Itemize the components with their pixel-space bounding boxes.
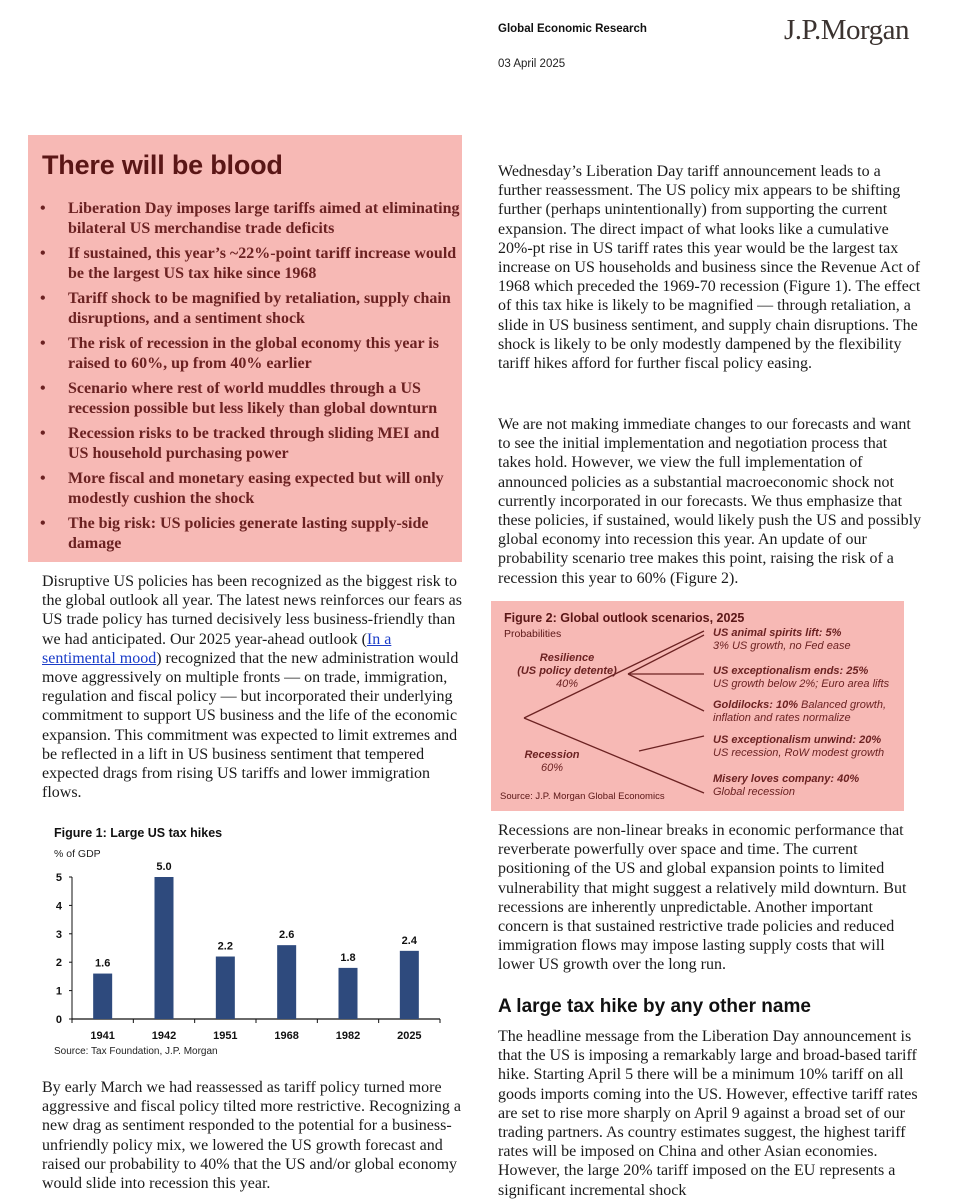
summary-bullet: • Scenario where rest of world muddles through a US recession possible but less likely than global downturn (40, 380, 438, 417)
x-tick-label-1942: 1942 (151, 1030, 177, 1042)
y-tick-label: 2 (55, 957, 62, 970)
summary-bullet: • The big risk: US policies generate lasting supply-side damage (40, 515, 429, 552)
branch-resilience: Resilience (US policy detente) 40% (517, 652, 617, 690)
outcome-animal-spirits: US animal spirits lift: 5% 3% US growth, no Fed ease (713, 627, 851, 652)
x-tick-label-1968: 1968 (274, 1030, 299, 1042)
body-paragraph-recessions-nonlinear: Recessions are non-linear breaks in economic performance that reverberate powerfully over space and time. The current positioning of the US and global expansion points to limited vulnerability that might suggest a relatively mild downturn. But recessions are inherently unpredictable. Another important concern is that sustained restrictive trade policies and reduced immigration flows may impose lasting supply costs that will lower US growth over the long run. (498, 822, 907, 974)
figure1-title: Figure 1: Large US tax hikes (54, 826, 223, 840)
figure2-subtitle: Probabilities (504, 628, 562, 640)
body-paragraph-headline-message: The headline message from the Liberation Day announcement is that the US is imposing a remarkably large and broad-based tariff hike. Starting April 5 there will be a minimum 10% tariff on all goods imports coming into the US. However, effective tariff rates are set to rise more sharply on April 9 against a broad set of our trading partners. As country estimates suggest, the highest tariff rates will be imposed on China and other Asian economies. However, the large 20% tariff imposed on the EU represents a significant incremental shock (498, 1028, 918, 1199)
y-tick-label: 3 (55, 928, 62, 941)
department-label: Global Economic Research (498, 23, 647, 35)
section-heading-tax-hike: A large tax hike by any other name (498, 996, 811, 1017)
x-tick-label-1982: 1982 (335, 1030, 361, 1042)
bullet-icon: • (40, 245, 46, 262)
body-paragraph-early-march: By early March we had reassessed as tariff policy turned more aggressive and fiscal policy tilted more restrictive. Recognizing a new drag as sentiment responded to the potential for a business-unfriendly policy mix, we lowered the US growth forecast and raised our probability to 40% that the US and/or global economy would slide into recession this year. (42, 1079, 461, 1193)
data-label-1968: 2.6 (279, 929, 295, 942)
x-tick-label-2025: 2025 (397, 1030, 422, 1042)
jpmorgan-logo: J.P.Morgan (784, 14, 909, 46)
bullet-icon: • (40, 425, 46, 442)
tree-edge-resilience-goldilocks (628, 674, 704, 711)
summary-bullet-list (38, 199, 460, 559)
bar-1951 (216, 957, 235, 1019)
data-label-1982: 1.8 (340, 951, 356, 964)
outcome-misery-loves-company: Misery loves company: 40% Global recession (713, 773, 860, 798)
report-date: 03 April 2025 (498, 58, 566, 70)
bullet-icon: • (40, 200, 46, 217)
x-tick-label-1941: 1941 (90, 1030, 115, 1042)
summary-bullet: • Tariff shock to be magnified by retaliation, supply chain disruptions, and a sentiment shock (40, 290, 451, 327)
outcome-exceptionalism-ends: US exceptionalism ends: 25% US growth below 2%; Euro area lifts (713, 665, 890, 690)
bullet-icon: • (40, 335, 46, 352)
tree-edge-resilience-spirits (628, 635, 704, 674)
summary-bullet: • More fiscal and monetary easing expected but will only modestly cushion the shock (40, 470, 444, 507)
bullet-icon: • (40, 470, 46, 487)
bar-1941 (93, 974, 112, 1019)
bullet-icon: • (40, 380, 46, 397)
body-paragraph-liberation-day: Wednesday’s Liberation Day tariff announcement leads to a further reassessment. The US policy mix appears to be shifting further (perhaps unintentionally) from supporting the current expansion. The direct impact of what looks like a cumulative 20%-pt rise in US tariff rates this year would be the largest tax increase on US households and business since the Revenue Act of 1968 which preceded the 1969-70 recession (Figure 1). The effect of this tax hike is likely to be magnified — through retaliation, a slide in US business sentiment, and supply chain disruptions. The shock is likely to be only modestly dampened by the flexibility tariff hikes afford for further fiscal policy easing. (498, 163, 921, 373)
summary-bullet: • The risk of recession in the global economy this year is raised to 60%, up from 40% earlier (40, 335, 439, 372)
figure1-source: Source: Tax Foundation, J.P. Morgan (54, 1046, 218, 1057)
y-tick-label: 0 (55, 1014, 62, 1026)
bullet-icon: • (40, 290, 46, 307)
x-tick-label-1951: 1951 (213, 1030, 238, 1042)
bar-2025 (400, 951, 419, 1019)
summary-title: There will be blood (42, 150, 283, 180)
figure2-title: Figure 2: Global outlook scenarios, 2025 (504, 611, 745, 625)
data-label-1941: 1.6 (95, 957, 111, 970)
summary-bullet: • Liberation Day imposes large tariffs aimed at eliminating bilateral US merchandise trade deficits (40, 200, 460, 237)
figure1-bar-chart (30, 860, 450, 1050)
data-label-1951: 2.2 (217, 940, 233, 953)
tree-edge-recession-unwind (639, 736, 704, 751)
y-tick-label: 4 (55, 900, 62, 913)
figure1-y-unit: % of GDP (54, 848, 101, 860)
outcome-exceptionalism-unwind: US exceptionalism unwind: 20% US recession, RoW modest growth (713, 734, 885, 759)
bar-1968 (277, 945, 296, 1019)
data-label-1942: 5.0 (156, 861, 172, 873)
summary-bullet: • If sustained, this year’s ~22%-point tariff increase would be the largest US tax hike since 1968 (40, 245, 457, 282)
bullet-icon: • (40, 515, 46, 532)
y-tick-label: 1 (55, 985, 62, 998)
data-label-2025: 2.4 (401, 934, 417, 947)
bar-1942 (155, 877, 174, 1019)
figure2-source: Source: J.P. Morgan Global Economics (500, 791, 665, 802)
outcome-goldilocks: Goldilocks: 10% Balanced growth, inflation and rates normalize (713, 699, 887, 724)
summary-bullet: • Recession risks to be tracked through sliding MEI and US household purchasing power (40, 425, 440, 462)
bar-1982 (339, 968, 358, 1019)
y-tick-label: 5 (55, 872, 62, 884)
branch-recession: Recession 60% (524, 749, 580, 774)
body-paragraph-disruptive-policies: Disruptive US policies has been recognized as the biggest risk to the global outlook all year. The latest news reinforces our fears as US trade policy has turned decisively less business-friendly than we had anticipated. Our 2025 year-ahead outlook (In a sentimental mood) recognized that the new administration would move aggressively on multiple fronts — on trade, immigration, regulation and fiscal policy — but incorporated their underlying commitment to support US business and the life of the economic expansion. This commitment was expected to limit extremes and be reflected in a lift in US business sentiment that tempered expected drags from rising US tariffs and lower immigration flows. (42, 573, 463, 802)
body-paragraph-forecasts: We are not making immediate changes to our forecasts and want to see the initial implementation and negotiation process that takes hold. However, we view the full implementation of announced policies as a substantial macroeconomic shock not currently incorporated in our forecasts. We thus emphasize that these policies, if sustained, would likely push the US and possibly global economy into recession this year. An update of our probability scenario tree makes this point, raising the risk of a recession this year to 60% (Figure 2). (498, 416, 922, 587)
in-a-sentimental-mood-link[interactable]: In a sentimental mood (42, 630, 392, 667)
